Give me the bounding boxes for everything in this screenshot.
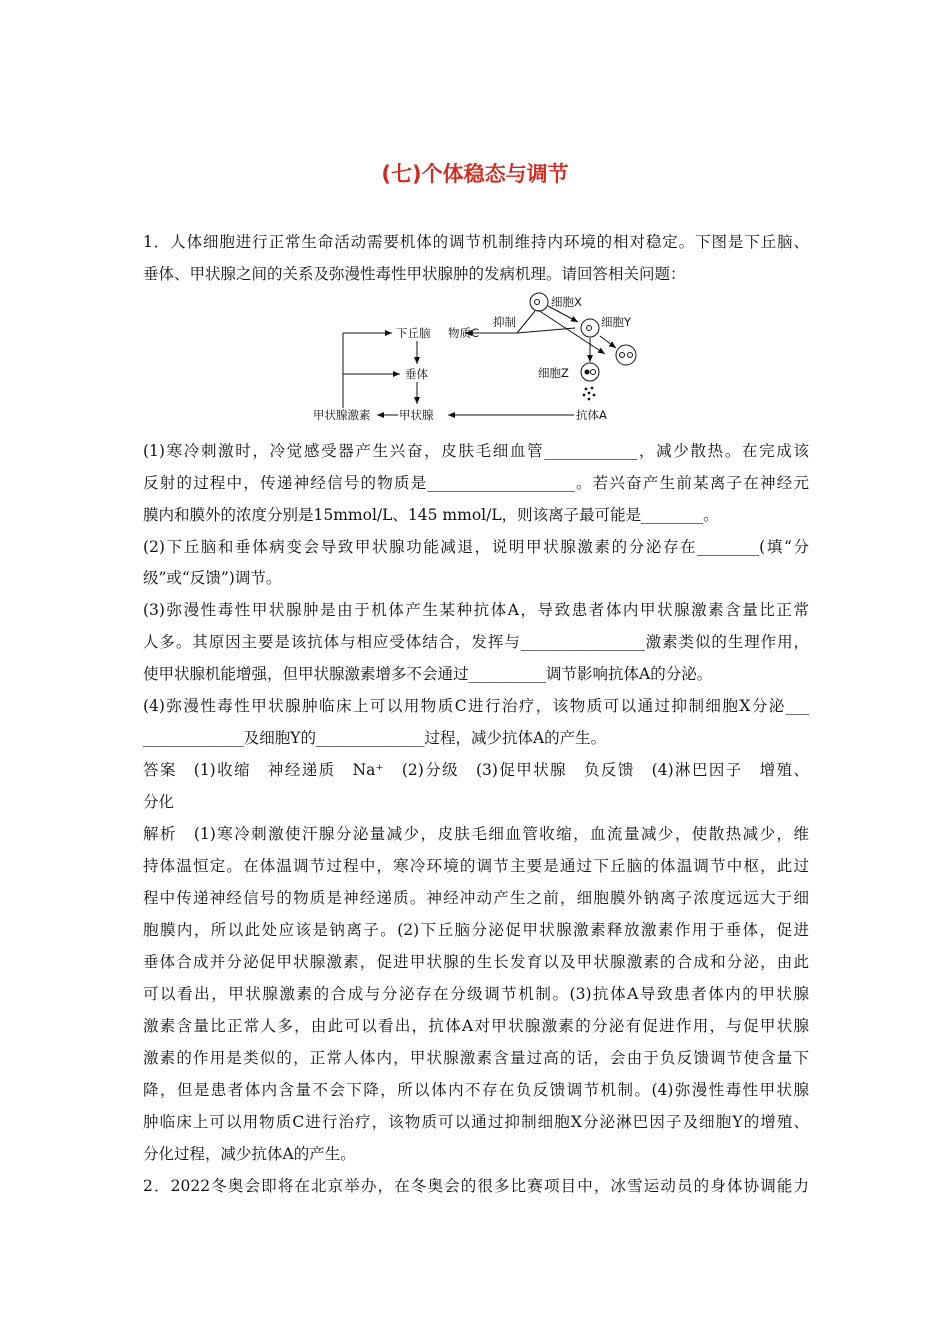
q1-part-line-9: (4)弥漫性毒性甲状腺肿临床上可以用物质C进行治疗，该物质可以通过抑制细胞X分泌___ <box>143 697 809 715</box>
label-cell-x: 细胞X <box>551 295 582 309</box>
q1-analysis-line-5: 垂体合成并分泌促甲状腺激素，促进甲状腺的生长发育以及甲状腺激素的合成和分泌，由此 <box>143 953 809 971</box>
label-thyroid: 甲状腺 <box>399 408 434 422</box>
label-antibody-a: 抗体A <box>576 408 607 422</box>
q1-analysis-line-10: 肿临床上可以用物质C进行治疗，该物质可以通过抑制细胞X分泌淋巴因子及细胞Y的增殖、 <box>143 1113 809 1131</box>
q1-part-line-8: 使甲状腺机能增强，但甲状腺激素增多不会通过__________调节影响抗体A的分泌。 <box>143 665 713 683</box>
q1-analysis-line-11: 分化过程，减少抗体A的产生。 <box>143 1145 356 1163</box>
q1-analysis-line-8: 激素的作用是类似的，正常人体内，甲状腺激素含量过高的话，会由于负反馈调节使含量下 <box>143 1049 809 1067</box>
q1-part-line-3: 膜内和膜外的浓度分别是15mmol/L、145 mmol/L，则该离子最可能是________。 <box>143 506 719 524</box>
q1-part-line-1: (1)寒冷刺激时，冷觉感受器产生兴奋，皮肤毛细血管____________，减少散热。在完成该 <box>143 442 809 460</box>
thyroid-regulation-diagram <box>310 288 670 430</box>
q1-part-line-7: 人多。其原因主要是该抗体与相应受体结合，发挥与________________激素类似的生理作用， <box>143 633 809 651</box>
q1-answer-line-2: 分化 <box>143 793 175 811</box>
q1-part-line-10: _____________及细胞Y的______________过程，减少抗体A的产生。 <box>143 729 607 747</box>
q1-analysis-line-6: 可以看出，甲状腺激素的合成与分泌存在分级调节机制。(3)抗体A导致患者体内的甲状腺 <box>143 985 809 1003</box>
q1-answer-line-1: 答案 (1)收缩 神经递质 Na⁺ (2)分级 (3)促甲状腺 负反馈 (4)淋巴因子 增殖、 <box>143 761 809 779</box>
label-hypothalamus: 下丘脑 <box>396 326 431 340</box>
q1-analysis-line-9: 降，但是患者体内含量不会下降，所以体内不存在负反馈调节机制。(4)弥漫性毒性甲状腺 <box>143 1081 809 1099</box>
arrow-y-memory <box>600 336 616 348</box>
q1-part-line-5: 级”或“反馈”)调节。 <box>143 569 282 587</box>
cell-y-icon <box>581 319 599 337</box>
label-pituitary: 垂体 <box>405 367 428 381</box>
arrow-x-memory <box>538 310 605 354</box>
label-inhibit: 抑制 <box>493 315 516 329</box>
q1-part-line-6: (3)弥漫性毒性甲状腺肿是由于机体产生某种抗体A，导致患者体内甲状腺激素含量比正常 <box>143 601 809 619</box>
q2-stem-line-1: 2．2022冬奥会即将在北京举办，在冬奥会的很多比赛项目中，冰雪运动员的身体协调能力 <box>143 1177 809 1195</box>
q1-analysis-line-3: 程中传递神经信号的物质是神经递质。神经冲动产生之前，细胞膜外钠离子浓度远远大于细 <box>143 889 809 907</box>
q1-stem-line-2: 垂体、甲状腺之间的关系及弥漫性毒性甲状腺肿的发病机理。请回答相关问题： <box>143 265 686 283</box>
q1-analysis-line-2: 持体温恒定。在体温调节过程中，寒冷环境的调节主要是通过下丘脑的体温调节中枢，此过 <box>143 857 809 875</box>
inhibit-line-x <box>517 311 535 333</box>
label-substance-c: 物质C <box>448 326 480 340</box>
q1-part-line-2: 反射的过程中，传递神经信号的物质是___________________。若兴奋产生前某离子在神经元 <box>143 474 809 492</box>
label-thyroid-hormone: 甲状腺激素 <box>313 408 371 422</box>
q1-analysis-line-1: 解析 (1)寒冷刺激使汗腺分泌量减少，皮肤毛细血管收缩，血流量减少，使散热减少，维 <box>143 825 809 843</box>
label-cell-y: 细胞Y <box>601 315 632 329</box>
label-cell-z: 细胞Z <box>538 366 569 380</box>
q1-analysis-line-4: 胞膜内，所以此处应该是钠离子。(2)下丘脑分泌促甲状腺激素释放激素作用于垂体，促进 <box>143 921 809 939</box>
q1-part-line-4: (2)下丘脑和垂体病变会导致甲状腺功能减退，说明甲状腺激素的分泌存在________(填“分 <box>143 538 809 556</box>
q1-analysis-line-7: 激素含量比正常人多，由此可以看出，抗体A对甲状腺激素的分泌有促进作用，与促甲状腺 <box>143 1017 809 1035</box>
page-title: (七)个体稳态与调节 <box>381 162 569 186</box>
q1-stem-line-1: 1．人体细胞进行正常生命活动需要机体的调节机制维持内环境的相对稳定。下图是下丘脑、 <box>143 233 809 251</box>
antibody-dots-icon <box>583 387 596 401</box>
